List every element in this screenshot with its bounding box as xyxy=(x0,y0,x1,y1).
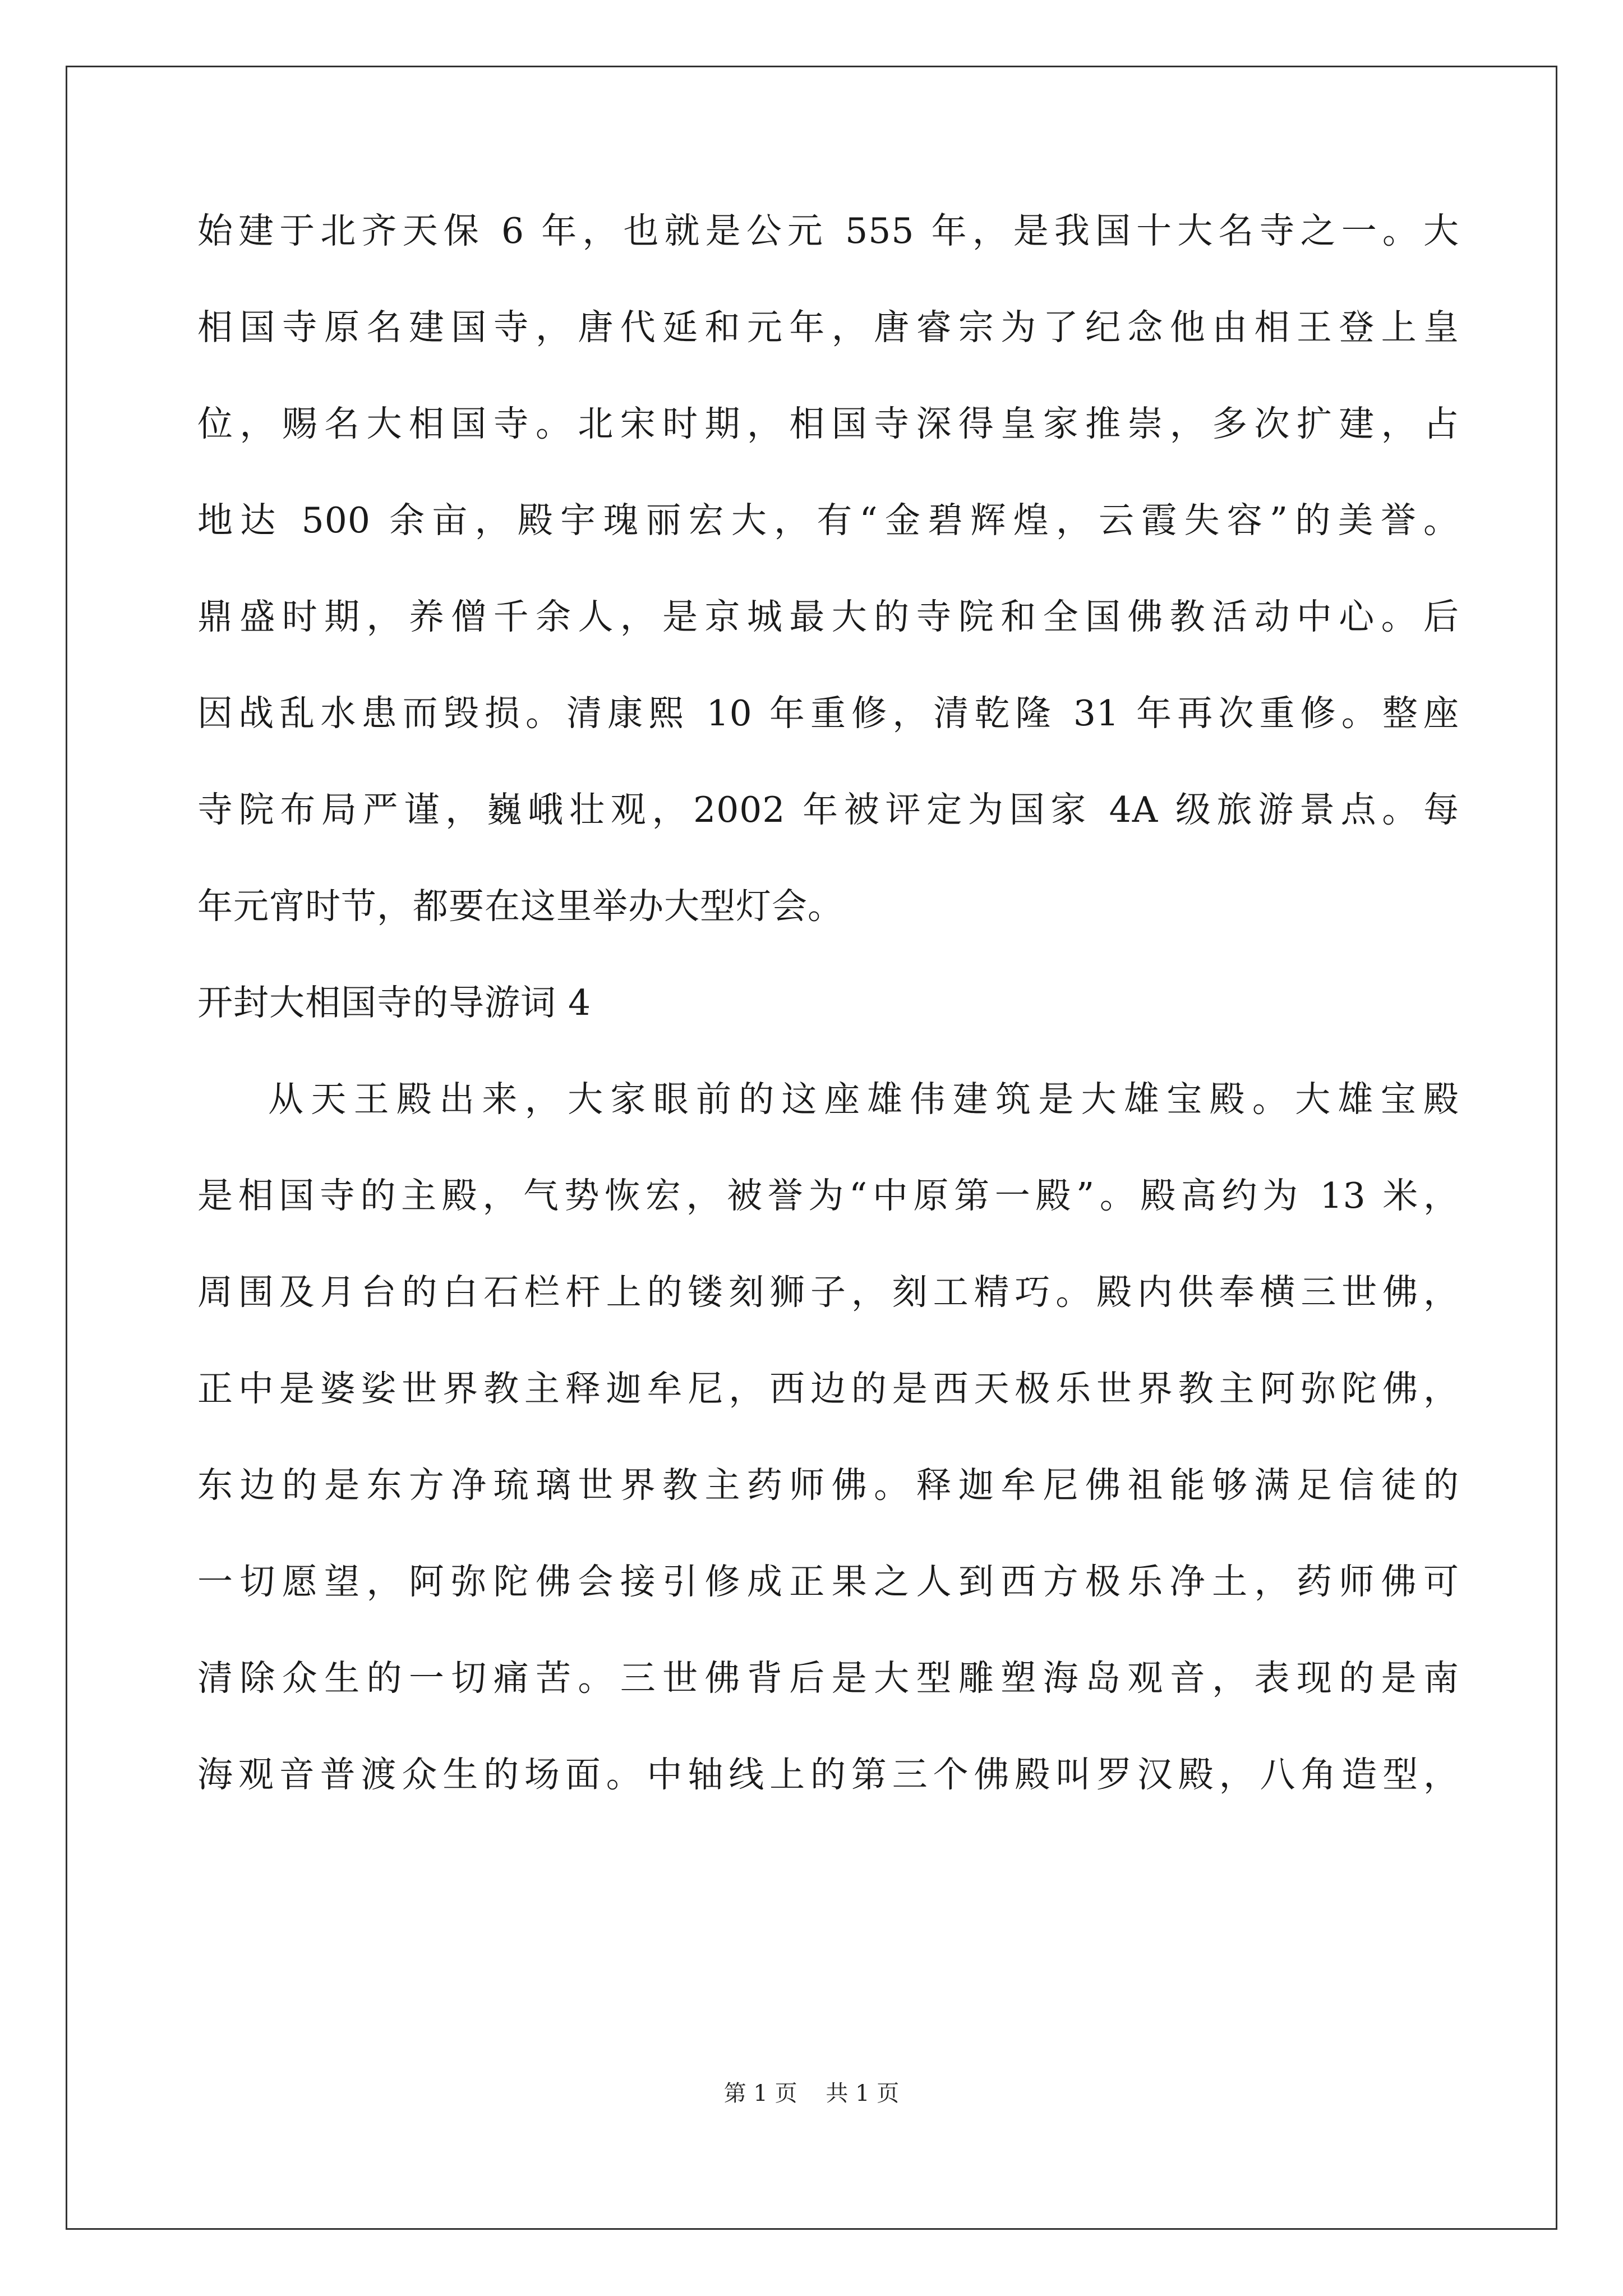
paragraph-line: 东边的是东方净琉璃世界教主药师佛。释迦牟尼佛祖能够满足信徒的 xyxy=(197,1465,1459,1506)
paragraph-line: 鼎盛时期，养僧千余人，是京城最大的寺院和全国佛教活动中心。后 xyxy=(197,596,1459,637)
document-body xyxy=(197,210,1459,1853)
section-heading: 开封大相国寺的导游词 4 xyxy=(197,982,592,1023)
paragraph-line: 相国寺原名建国寺，唐代延和元年，唐睿宗为了纪念他由相王登上皇 xyxy=(197,307,1459,348)
paragraph-2 xyxy=(197,1079,1459,1795)
paragraph-line: 年元宵时节，都要在这里举办大型灯会。 xyxy=(197,886,843,927)
paragraph-line: 位，赐名大相国寺。北宋时期，相国寺深得皇家推崇，多次扩建，占 xyxy=(197,403,1459,444)
page-footer: 第 1 页 共 1 页 xyxy=(723,2081,900,2106)
paragraph-line: 正中是婆娑世界教主释迦牟尼，西边的是西天极乐世界教主阿弥陀佛， xyxy=(197,1368,1459,1409)
paragraph-line: 周围及月台的白石栏杆上的镂刻狮子，刻工精巧。殿内供奉横三世佛， xyxy=(197,1272,1459,1313)
paragraph-line: 海观音普渡众生的场面。中轴线上的第三个佛殿叫罗汉殿，八角造型， xyxy=(197,1754,1459,1795)
paragraph-line: 因战乱水患而毁损。清康熙 10 年重修，清乾隆 31 年再次重修。整座 xyxy=(197,693,1459,734)
paragraph-line: 地达 500 余亩，殿宇瑰丽宏大，有“金碧辉煌，云霞失容”的美誉。 xyxy=(197,500,1459,541)
paragraph-line: 一切愿望，阿弥陀佛会接引修成正果之人到西方极乐净土，药师佛可 xyxy=(197,1561,1459,1602)
paragraph-line: 清除众生的一切痛苦。三世佛背后是大型雕塑海岛观音，表现的是南 xyxy=(197,1658,1459,1699)
paragraph-line: 是相国寺的主殿，气势恢宏，被誉为“中原第一殿”。殿高约为 13 米， xyxy=(197,1175,1459,1216)
paragraph-1 xyxy=(197,210,1459,927)
paragraph-line: 寺院布局严谨，巍峨壮观，2002 年被评定为国家 4A 级旅游景点。每 xyxy=(197,789,1459,830)
paragraph-line: 始建于北齐天保 6 年，也就是公元 555 年，是我国十大名寺之一。大 xyxy=(197,210,1459,251)
paragraph-line: 从天王殿出来，大家眼前的这座雄伟建筑是大雄宝殿。大雄宝殿 xyxy=(268,1079,1459,1120)
